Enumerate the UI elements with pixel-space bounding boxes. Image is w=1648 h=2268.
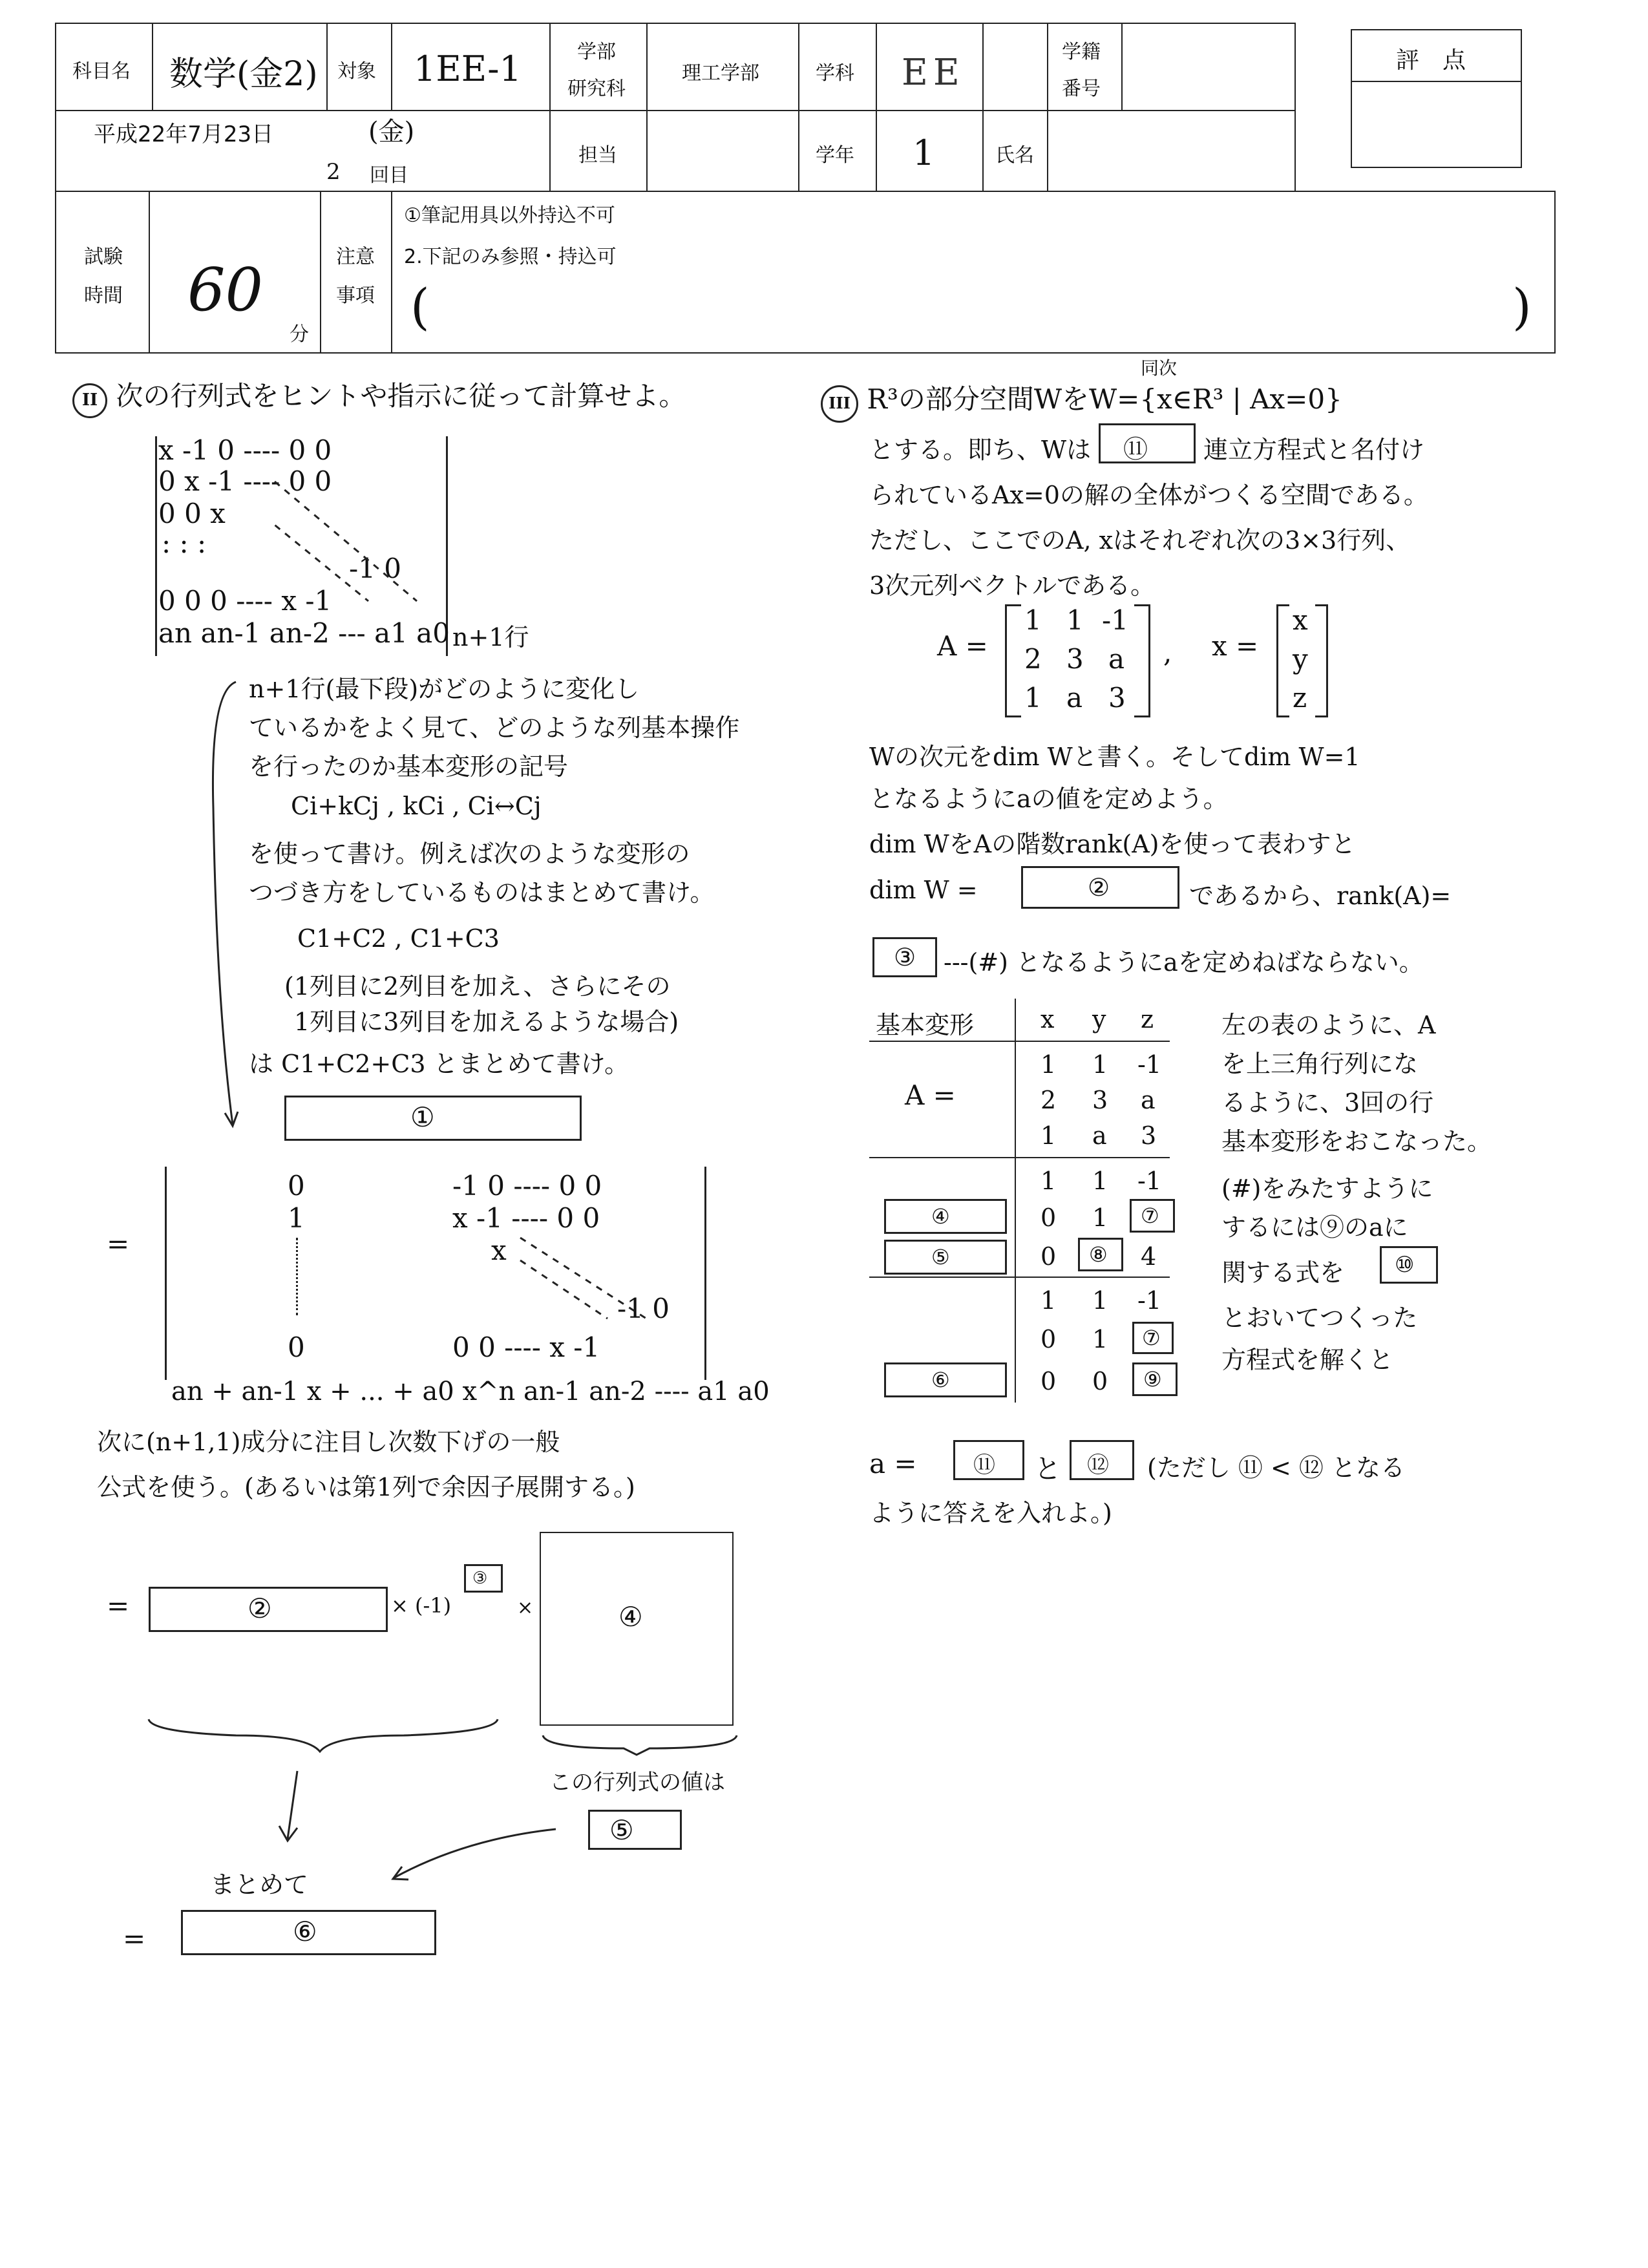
det2-diagonal-dashes bbox=[517, 1235, 659, 1325]
answer-box-5-label: ⑤ bbox=[609, 1814, 634, 1846]
grid-line bbox=[326, 23, 328, 110]
operation-box-4[interactable] bbox=[884, 1199, 1007, 1234]
hint-line: n+1行(最下段)がどのように変化し bbox=[249, 675, 640, 703]
answer-box-11-top[interactable] bbox=[1099, 423, 1196, 463]
matrix-a-entry: 1 bbox=[1024, 682, 1042, 714]
det-row-5: 0 0 0 ---- x -1 bbox=[158, 585, 332, 617]
table-cell: 1 bbox=[1092, 1203, 1108, 1232]
explain-line: (#)をみたすように bbox=[1221, 1174, 1433, 1203]
vector-x-entry: z bbox=[1293, 682, 1307, 714]
hint-line: C1+C2 , C1+C3 bbox=[297, 924, 500, 953]
summary-text: まとめて bbox=[210, 1871, 309, 1899]
faculty-value: 理工学部 bbox=[682, 62, 759, 85]
answer-a-label: a = bbox=[869, 1448, 917, 1479]
explain-line: 関する式を bbox=[1221, 1258, 1345, 1287]
answer-box-5[interactable] bbox=[588, 1810, 682, 1850]
name-label: 氏名 bbox=[995, 144, 1034, 167]
subject-value: 数学(金2) bbox=[169, 55, 318, 94]
grid-line bbox=[55, 110, 1296, 111]
subject-label: 科目名 bbox=[72, 60, 131, 83]
grid-line bbox=[55, 23, 1296, 24]
operation-label: ⑤ bbox=[931, 1245, 950, 1269]
det2-last-row: an + an-1 x + ... + a0 x^n an-1 an-2 ---- a1 a0 bbox=[171, 1377, 770, 1406]
answer-box-7b[interactable] bbox=[1132, 1322, 1174, 1354]
problem-2-number: II bbox=[72, 383, 107, 418]
grid-line bbox=[646, 23, 648, 191]
brace-under-2 bbox=[145, 1716, 501, 1755]
answer-box-6[interactable] bbox=[181, 1910, 436, 1955]
table-cell: ⑦ bbox=[1141, 1203, 1159, 1228]
matrix-a-entry: 1 bbox=[1066, 604, 1084, 636]
grid-line bbox=[1047, 23, 1048, 191]
time-label-1: 試験 bbox=[84, 246, 123, 268]
det-row-1: x -1 0 ---- 0 0 bbox=[158, 434, 332, 466]
answer-box-2[interactable] bbox=[149, 1587, 388, 1632]
flow-arrows bbox=[271, 1765, 569, 1894]
matrix-a-entry: 2 bbox=[1024, 643, 1042, 675]
grid-line bbox=[798, 23, 799, 191]
and-text: と bbox=[1034, 1453, 1062, 1485]
matrix-a-entry: 3 bbox=[1066, 643, 1084, 675]
dim-label: dim W = bbox=[869, 876, 978, 904]
dept-value: EE bbox=[902, 52, 965, 94]
time-unit: 分 bbox=[290, 323, 309, 346]
table-head-y: y bbox=[1092, 1005, 1106, 1033]
grid-line bbox=[1294, 23, 1296, 191]
det-diagonal-dashes bbox=[271, 478, 427, 608]
grid-line bbox=[982, 23, 984, 191]
answer-box-1-label: ① bbox=[410, 1101, 435, 1133]
problem-2-title bbox=[72, 375, 686, 418]
time-value: 60 bbox=[187, 255, 264, 324]
problem-3-line-2b: 連立方程式と名付け bbox=[1203, 436, 1425, 464]
answer-box-3-label: ③ bbox=[472, 1569, 488, 1588]
answer-box-label: ③ bbox=[894, 943, 916, 971]
grid-line bbox=[320, 191, 321, 352]
problem-2-title-text: 次の行列式をヒントや指示に従って計算せよ。 bbox=[116, 380, 686, 412]
answer-box-1[interactable] bbox=[284, 1096, 582, 1141]
matrix-a-entry: -1 bbox=[1102, 604, 1128, 636]
answer-box-4-label: ④ bbox=[618, 1601, 643, 1633]
table-cell: 0 bbox=[1041, 1203, 1057, 1232]
comma: , bbox=[1163, 637, 1172, 668]
grid-line bbox=[876, 23, 877, 191]
table-line bbox=[869, 1277, 1170, 1278]
det2-bar-right bbox=[704, 1167, 706, 1380]
det-row-3: 0 0 x bbox=[158, 498, 226, 529]
explain-line: 方程式を解くと bbox=[1221, 1346, 1394, 1374]
id-label-1: 学籍 bbox=[1062, 41, 1101, 63]
matrix-a-label: A = bbox=[937, 630, 988, 662]
answer-box-4[interactable] bbox=[540, 1532, 734, 1726]
matrix-a-entry: 3 bbox=[1108, 682, 1126, 714]
det-bar-left bbox=[155, 436, 157, 656]
hint-line: ているかをよく見て、どのような列基本操作 bbox=[249, 714, 740, 742]
table-a-label: A = bbox=[905, 1079, 956, 1111]
det2-col1-dots bbox=[296, 1238, 299, 1315]
table-cell: ⑨ bbox=[1143, 1367, 1162, 1392]
det-row-4: -1 0 bbox=[349, 553, 401, 584]
note-2: 2.下記のみ参照・持込可 bbox=[404, 246, 617, 268]
score-label: 評 点 bbox=[1396, 47, 1466, 74]
hint-line: 1列目に3列目を加えるような場合) bbox=[294, 1008, 679, 1036]
matrix-a-entry: 1 bbox=[1024, 604, 1042, 636]
table-head-x: x bbox=[1041, 1005, 1055, 1033]
dept-label: 学科 bbox=[816, 62, 854, 85]
table-cell: 3 bbox=[1141, 1121, 1157, 1150]
explain-line: 左の表のように、A bbox=[1221, 1011, 1436, 1039]
explain-line: とおいてつくった bbox=[1221, 1304, 1418, 1332]
table-cell: 0 bbox=[1041, 1367, 1057, 1395]
grid-line bbox=[391, 23, 392, 110]
next-text-1: 次に(n+1,1)成分に注目し次数下げの一般 bbox=[97, 1428, 560, 1456]
hint-line: つづき方をしているものはまとめて書け。 bbox=[249, 878, 715, 907]
problem-3-line-4: ただし、ここでのA, xはそれぞれ次の3×3行列、 bbox=[869, 526, 1411, 555]
table-cell: -1 bbox=[1137, 1050, 1162, 1079]
grid-line bbox=[55, 191, 1554, 192]
problem-3-line-10: ---(#) となるようにaを定めねばならない。 bbox=[944, 948, 1424, 977]
problem-3-line-5: 3次元列ベクトルである。 bbox=[869, 571, 1156, 600]
explain-line: を上三角行列にな bbox=[1221, 1050, 1419, 1078]
table-cell: a bbox=[1141, 1086, 1156, 1114]
year-label: 学年 bbox=[816, 144, 854, 167]
table-head-z: z bbox=[1141, 1005, 1154, 1033]
condition-text-2: ように答えを入れよ。) bbox=[869, 1499, 1112, 1527]
problem-3-line-3: られているAx=0の解の全体がつくる空間である。 bbox=[869, 481, 1428, 509]
times-sign: × bbox=[517, 1596, 534, 1619]
answer-box-label: ⑩ bbox=[1395, 1252, 1415, 1278]
grid-line bbox=[549, 23, 551, 191]
faculty-label-1: 学部 bbox=[577, 41, 616, 63]
time-label-2: 時間 bbox=[84, 284, 123, 307]
det2-col1-bottom: 0 bbox=[288, 1331, 305, 1363]
table-cell: 0 bbox=[1092, 1367, 1108, 1395]
table-cell: a bbox=[1092, 1121, 1107, 1150]
hint-arrow bbox=[207, 679, 246, 1131]
answer-box-8[interactable] bbox=[1078, 1238, 1123, 1271]
grid-line bbox=[1554, 191, 1556, 354]
target-label: 対象 bbox=[337, 60, 376, 83]
hint-line: を使って書け。例えば次のような変形の bbox=[249, 840, 690, 868]
grid-line bbox=[152, 23, 153, 110]
table-cell: 3 bbox=[1092, 1086, 1108, 1114]
operation-label: ④ bbox=[931, 1204, 950, 1229]
explain-line: 基本変形をおこなった。 bbox=[1221, 1127, 1492, 1156]
table-cell: ⑧ bbox=[1089, 1242, 1108, 1267]
table-line bbox=[1015, 999, 1016, 1403]
vector-x-entry: y bbox=[1293, 643, 1308, 675]
answer-box-3[interactable] bbox=[464, 1564, 503, 1593]
equals-sign: = bbox=[107, 1228, 130, 1260]
explain-line: するには⑨のaに bbox=[1221, 1213, 1408, 1242]
table-cell: 1 bbox=[1092, 1286, 1108, 1315]
answer-box-label: ② bbox=[1088, 873, 1110, 902]
faculty-label-2: 研究科 bbox=[567, 78, 626, 100]
answer-box-2-label: ② bbox=[248, 1593, 272, 1624]
problem-3-line-2a: とする。即ち、Wは bbox=[869, 436, 1092, 464]
problem-3-line-1 bbox=[821, 378, 1342, 423]
matrix-a-entry: a bbox=[1108, 643, 1125, 675]
vector-x-bracket-right bbox=[1315, 604, 1328, 717]
table-line bbox=[869, 1041, 1170, 1042]
det2-row-1: -1 0 ---- 0 0 bbox=[452, 1170, 602, 1202]
problem-3-line-8: dim WをAの階数rank(A)を使って表わすと bbox=[869, 830, 1356, 858]
condition-text: (ただし ⑪ < ⑫ となる bbox=[1147, 1454, 1405, 1482]
det-row-dots: : : : bbox=[162, 527, 207, 559]
det-row-6: an an-1 an-2 --- a1 a0 bbox=[158, 617, 450, 649]
notes-label-2: 事項 bbox=[336, 284, 375, 307]
det2-col1-2: 1 bbox=[288, 1202, 305, 1234]
answer-box-7[interactable] bbox=[1130, 1199, 1175, 1233]
answer-box-label: ⑪ bbox=[1123, 435, 1148, 463]
year-value: 1 bbox=[913, 132, 935, 173]
det-side-note: n+1行 bbox=[452, 623, 529, 652]
session-number: 2 bbox=[326, 159, 341, 185]
exam-day: (金) bbox=[368, 117, 415, 147]
note-1: ①筆記用具以外持込不可 bbox=[404, 204, 615, 227]
notes-label-1: 注意 bbox=[336, 246, 375, 268]
table-cell: 1 bbox=[1041, 1121, 1057, 1150]
problem-3-line-1-text: R³の部分空間WをW={x∈R³ | Ax=0} bbox=[867, 383, 1342, 415]
grid-line bbox=[1121, 23, 1123, 110]
grid-line bbox=[55, 23, 56, 354]
operation-box-6[interactable] bbox=[884, 1362, 1007, 1397]
equals-sign: = bbox=[123, 1923, 146, 1955]
next-text-2: 公式を使う。(あるいは第1列で余因子展開する。) bbox=[97, 1473, 635, 1501]
answer-box-12[interactable] bbox=[1070, 1440, 1134, 1480]
answer-box-label: ⑫ bbox=[1087, 1452, 1109, 1478]
det2-row-2: x -1 ---- 0 0 bbox=[452, 1202, 600, 1234]
table-cell: 1 bbox=[1092, 1167, 1108, 1195]
answer-box-6-label: ⑥ bbox=[293, 1916, 317, 1947]
vector-x-bracket-left bbox=[1276, 604, 1289, 717]
table-cell: -1 bbox=[1137, 1286, 1162, 1315]
grid-line bbox=[391, 191, 392, 352]
answer-box-10[interactable] bbox=[1380, 1246, 1438, 1284]
hint-line: は C1+C2+C3 とまとめて書け。 bbox=[249, 1050, 629, 1078]
target-value: 1EE-1 bbox=[414, 48, 522, 89]
answer-box-label: ⑪ bbox=[973, 1452, 995, 1478]
table-cell: 1 bbox=[1041, 1167, 1057, 1195]
session-label: 回目 bbox=[370, 164, 408, 187]
teacher-label: 担当 bbox=[578, 144, 617, 167]
table-line bbox=[869, 1157, 1170, 1158]
problem-3-line-9b: であるから、rank(A)= bbox=[1189, 882, 1452, 910]
answer-box-9[interactable] bbox=[1132, 1362, 1178, 1396]
grid-line bbox=[149, 191, 150, 352]
table-cell: ⑦ bbox=[1142, 1326, 1161, 1350]
times-neg-one: × (-1) bbox=[391, 1593, 452, 1618]
id-label-2: 番号 bbox=[1062, 78, 1101, 100]
hint-line: Ci+kCj , kCi , Ci↔Cj bbox=[291, 792, 542, 820]
matrix-a-bracket-right bbox=[1134, 604, 1150, 717]
table-cell: 0 bbox=[1041, 1242, 1057, 1271]
table-cell: 1 bbox=[1092, 1050, 1108, 1079]
det2-bar-left bbox=[165, 1167, 167, 1380]
det2-col1-top: 0 bbox=[288, 1170, 305, 1202]
value-text: この行列式の値は bbox=[549, 1770, 725, 1796]
table-cell: 4 bbox=[1141, 1242, 1157, 1271]
operation-label: ⑥ bbox=[931, 1368, 950, 1392]
answer-box-2-right[interactable] bbox=[1021, 866, 1179, 909]
problem-3-small-note: 同次 bbox=[1141, 357, 1178, 379]
det2-row-4: -1 0 bbox=[617, 1293, 670, 1324]
det2-row-5: 0 0 ---- x -1 bbox=[452, 1331, 600, 1363]
problem-3-line-7: となるようにaの値を定めよう。 bbox=[869, 785, 1228, 813]
vector-x-label: x = bbox=[1212, 630, 1259, 662]
answer-box-3-right[interactable] bbox=[872, 937, 937, 977]
table-head-op: 基本変形 bbox=[876, 1011, 975, 1039]
operation-box-5[interactable] bbox=[884, 1240, 1007, 1275]
grid-line bbox=[1352, 81, 1521, 82]
problem-3-number: III bbox=[821, 385, 858, 423]
problem-3-line-6: Wの次元をdim Wと書く。そしてdim W=1 bbox=[869, 743, 1360, 771]
det2-row-3: x bbox=[491, 1235, 507, 1266]
exam-date: 平成22年7月23日 bbox=[94, 122, 274, 147]
brace-under-4 bbox=[540, 1732, 740, 1758]
explain-line: るように、3回の行 bbox=[1221, 1088, 1434, 1117]
matrix-a-bracket-left bbox=[1005, 604, 1021, 717]
table-cell: 2 bbox=[1041, 1086, 1057, 1114]
hint-line: (1列目に2列目を加え、さらにその bbox=[284, 972, 671, 1001]
hint-line: を行ったのか基本変形の記号 bbox=[249, 752, 569, 781]
det-row-2: 0 x -1 ---- 0 0 bbox=[158, 465, 332, 497]
bracket-open: ( bbox=[410, 278, 430, 335]
table-cell: -1 bbox=[1137, 1167, 1162, 1195]
vector-x-entry: x bbox=[1293, 604, 1308, 636]
table-cell: 0 bbox=[1041, 1325, 1057, 1353]
table-cell: 1 bbox=[1092, 1325, 1108, 1353]
bracket-close: ) bbox=[1512, 278, 1532, 335]
table-cell: 1 bbox=[1041, 1050, 1057, 1079]
answer-box-11[interactable] bbox=[953, 1440, 1024, 1480]
table-cell: 1 bbox=[1041, 1286, 1057, 1315]
grid-line bbox=[55, 352, 1554, 354]
equals-sign: = bbox=[107, 1590, 130, 1622]
matrix-a-entry: a bbox=[1066, 682, 1083, 714]
